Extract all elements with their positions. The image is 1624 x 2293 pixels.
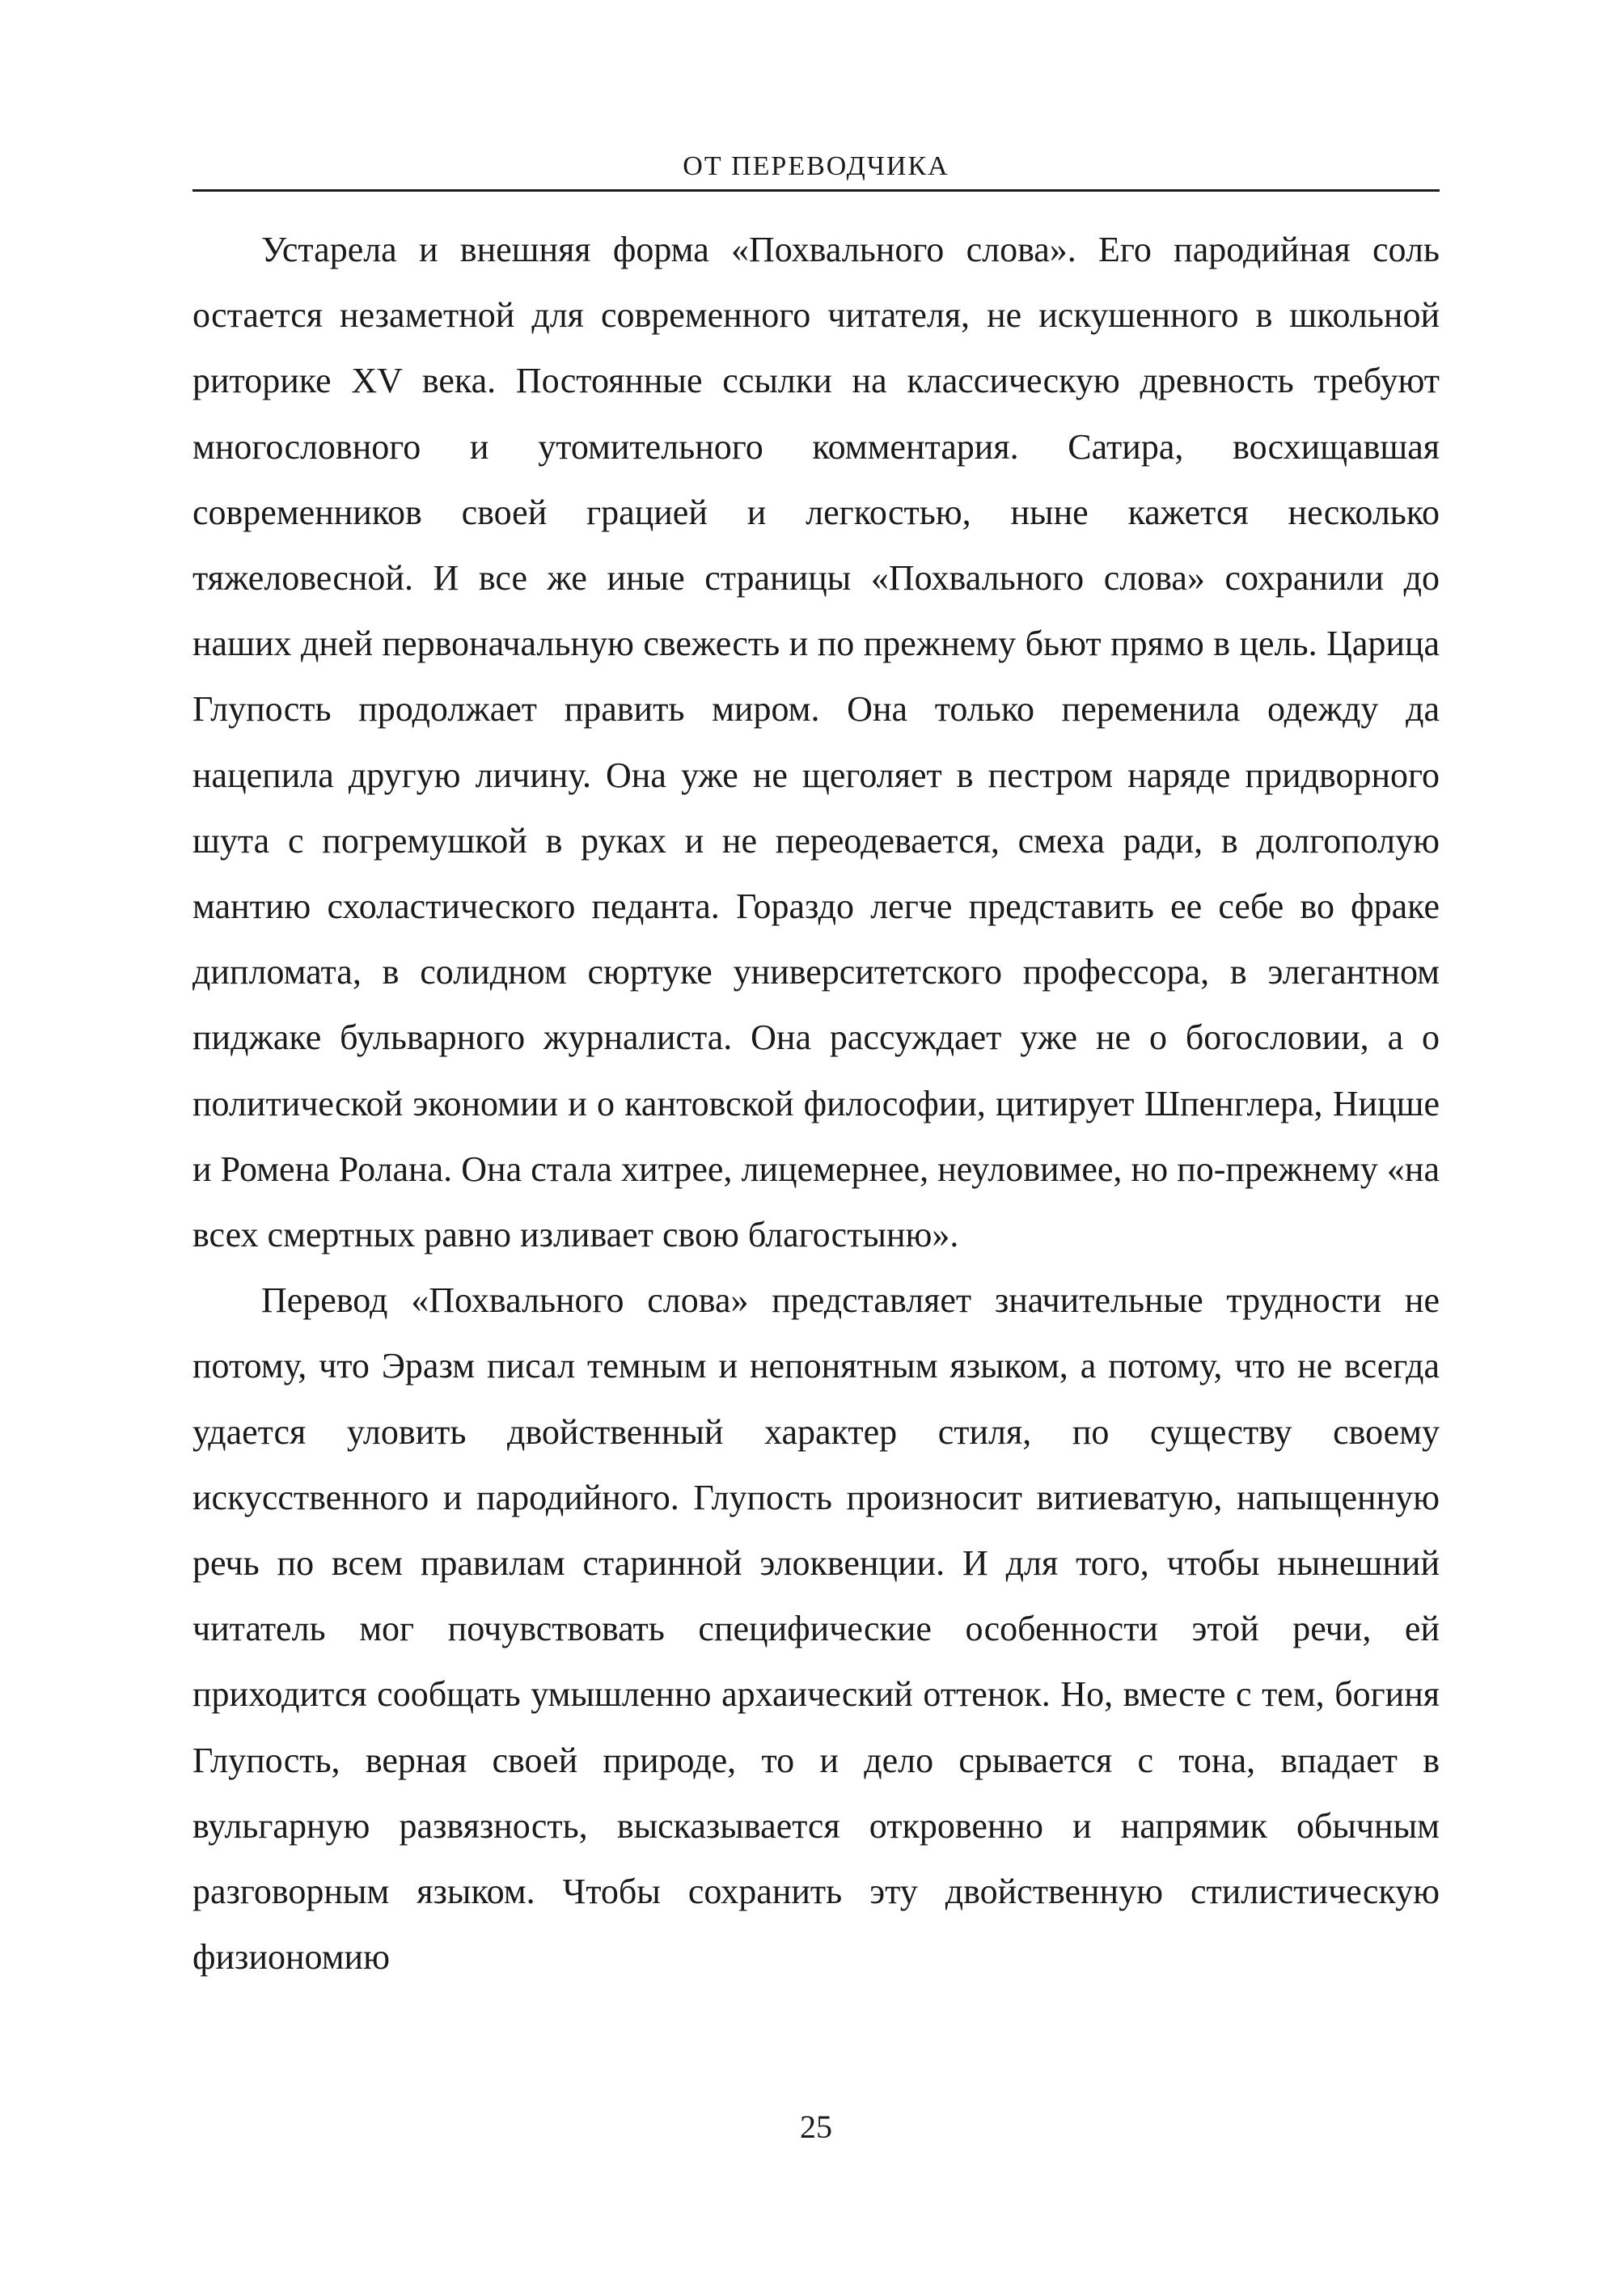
paragraph-2: Перевод «Похвального слова» представляет значительные трудности не потому, что Эразм писал темным и непонятным языком, а потому, что не всегда удается уловить двойственный характер стиля, по существу своему искусственного и пародийного. Глупость произносит витиеватую, напыщенную речь по всем правилам старинной элоквенции. И для того, чтобы нынешний читатель мог почувствовать специфические особенности этой речи, ей приходится сообщать умышленно архаический оттенок. Но, вместе с тем, богиня Глупость, верная своей природе, то и дело срывается с тона, впадает в вульгарную развязность, высказывается откровенно и напрямик обычным разговорным языком. Чтобы сохранить эту двойственную стилистическую физиономию — [192, 1280, 1440, 1978]
body-text — [192, 217, 1440, 1990]
page-number: 25 — [800, 2109, 832, 2145]
paragraph-1: Устарела и внешняя форма «Похвального слова». Его пародийная соль остается незаметной для современного читателя, не искушенного в школьной риторике XV века. Постоянные ссылки на классическую древность требуют многословного и утомительного комментария. Сатира, восхищавшая современников своей грацией и легкостью, ныне кажется несколько тяжеловесной. И все же иные страницы «Похвального слова» сохранили до наших дней первоначальную свежесть и по прежнему бьют прямо в цель. Царица Глупость продолжает править миром. Она только переменила одежду да нацепила другую личину. Она уже не щеголяет в пестром наряде придворного шута с погремушкой в руках и не переодевается, смеха ради, в долгополую мантию схоластического педанта. Гораздо легче представить ее себе во фраке дипломата, в солидном сюртуке университетского профессора, в элегантном пиджаке бульварного журналиста. Она рассуждает уже не о богословии, а о политической экономии и о кантовской философии, цитирует Шпенглера, Ницше и Ромена Ролана. Она стала хитрее, лицемернее, неуловимее, но по-прежнему «на всех смертных равно изливает свою благостыню». — [192, 230, 1440, 1255]
running-head: ОТ ПЕРЕВОДЧИКА — [683, 151, 949, 181]
header-rule — [192, 189, 1440, 192]
